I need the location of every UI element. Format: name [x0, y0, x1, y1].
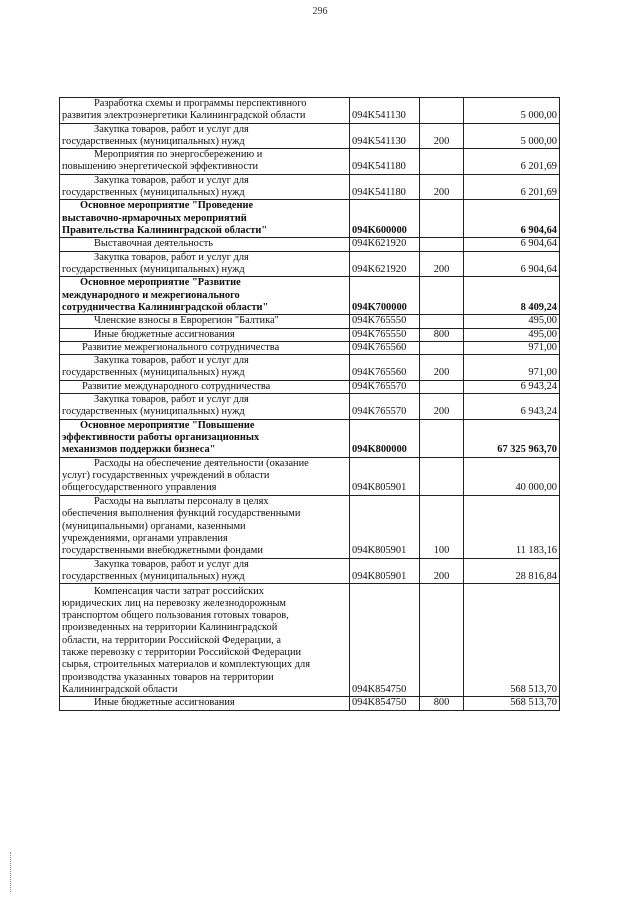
- table-row: [60, 355, 560, 381]
- row-amount-cell: 40 000,00: [464, 457, 560, 495]
- row-expense-type-cell: [420, 380, 464, 393]
- row-expense-type-cell: [420, 341, 464, 354]
- row-amount-cell: 6 904,64: [464, 238, 560, 251]
- row-code-cell: 094K765560: [350, 341, 420, 354]
- row-amount-cell: 8 409,24: [464, 277, 560, 315]
- row-amount-cell: 568 513,70: [464, 584, 560, 697]
- row-name-cell: Членские взносы в Еврорегион "Балтика": [60, 315, 350, 328]
- table-row: [60, 174, 560, 200]
- row-amount-cell: 6 201,69: [464, 149, 560, 175]
- row-amount-cell: 28 816,84: [464, 558, 560, 584]
- row-name-cell: Закупка товаров, работ и услуг для государственных (муниципальных) нужд: [60, 355, 350, 381]
- row-code-cell: 094K765560: [350, 355, 420, 381]
- table-row: [60, 123, 560, 149]
- row-name-cell: Закупка товаров, работ и услуг для государственных (муниципальных) нужд: [60, 394, 350, 420]
- row-name-cell: Выставочная деятельность: [60, 238, 350, 251]
- row-name-cell: Компенсация части затрат российских юридических лиц на перевозку железнодорожным транспортом общего пользования готовых товаров, произведенных на территории Калининградской области, на территории Российской Федерации, а также перевозку с территории Российской Федерации сырья, строительных материалов и комплектующих для производства указанных товаров на территории Калининградской области: [60, 584, 350, 697]
- row-expense-type-cell: 800: [420, 328, 464, 341]
- row-name-cell: Расходы на обеспечение деятельности (оказание услуг) государственных учреждений в области общегосударственного управления: [60, 457, 350, 495]
- row-expense-type-cell: 200: [420, 558, 464, 584]
- table-row: [60, 200, 560, 238]
- row-code-cell: 094K541130: [350, 98, 420, 124]
- row-code-cell: 094K600000: [350, 200, 420, 238]
- row-name-cell: Расходы на выплаты персоналу в целях обеспечения выполнения функций государственными (муниципальными) органами, казенными учреждениями, органами управления государственными внебюджетными фондами: [60, 495, 350, 558]
- row-expense-type-cell: [420, 238, 464, 251]
- row-code-cell: 094K854750: [350, 584, 420, 697]
- row-expense-type-cell: [420, 457, 464, 495]
- row-expense-type-cell: 200: [420, 394, 464, 420]
- row-amount-cell: 6 201,69: [464, 174, 560, 200]
- table-row: [60, 341, 560, 354]
- table-row: [60, 328, 560, 341]
- row-code-cell: 094K765570: [350, 394, 420, 420]
- row-name-cell: Закупка товаров, работ и услуг для государственных (муниципальных) нужд: [60, 123, 350, 149]
- row-expense-type-cell: [420, 419, 464, 457]
- row-name-cell: Основное мероприятие "Повышение эффективности работы организационных механизмов поддержки бизнеса": [60, 419, 350, 457]
- row-amount-cell: 971,00: [464, 341, 560, 354]
- table-row: [60, 315, 560, 328]
- row-expense-type-cell: [420, 200, 464, 238]
- row-expense-type-cell: [420, 98, 464, 124]
- row-expense-type-cell: [420, 149, 464, 175]
- row-code-cell: 094K765550: [350, 328, 420, 341]
- row-name-cell: Иные бюджетные ассигнования: [60, 697, 350, 710]
- row-name-cell: Закупка товаров, работ и услуг для государственных (муниципальных) нужд: [60, 174, 350, 200]
- row-amount-cell: 6 904,64: [464, 251, 560, 277]
- row-expense-type-cell: 800: [420, 697, 464, 710]
- row-amount-cell: 495,00: [464, 328, 560, 341]
- scan-margin-marks: [10, 852, 13, 892]
- row-expense-type-cell: 100: [420, 495, 464, 558]
- row-expense-type-cell: [420, 315, 464, 328]
- row-name-cell: Основное мероприятие "Развитие международного и межрегионального сотрудничества Калининградской области": [60, 277, 350, 315]
- page-number: 296: [312, 6, 328, 17]
- row-code-cell: 094K765570: [350, 380, 420, 393]
- row-amount-cell: 568 513,70: [464, 697, 560, 710]
- table-row: [60, 380, 560, 393]
- table-row: [60, 584, 560, 697]
- table-row: [60, 457, 560, 495]
- table-row: [60, 697, 560, 710]
- row-name-cell: Развитие международного сотрудничества: [60, 380, 350, 393]
- row-expense-type-cell: 200: [420, 355, 464, 381]
- row-expense-type-cell: [420, 277, 464, 315]
- row-code-cell: 094K541180: [350, 149, 420, 175]
- row-code-cell: 094K621920: [350, 251, 420, 277]
- row-code-cell: 094K805901: [350, 457, 420, 495]
- row-code-cell: 094K541130: [350, 123, 420, 149]
- row-amount-cell: 11 183,16: [464, 495, 560, 558]
- row-amount-cell: 67 325 963,70: [464, 419, 560, 457]
- table-row: [60, 419, 560, 457]
- table-row: [60, 558, 560, 584]
- row-code-cell: 094K800000: [350, 419, 420, 457]
- row-name-cell: Разработка схемы и программы перспективного развития электроэнергетики Калининградской области: [60, 98, 350, 124]
- row-code-cell: 094K700000: [350, 277, 420, 315]
- row-name-cell: Основное мероприятие "Проведение выставочно-ярмарочных мероприятий Правительства Калининградской области": [60, 200, 350, 238]
- table-row: [60, 238, 560, 251]
- budget-table: [59, 97, 560, 711]
- row-amount-cell: 971,00: [464, 355, 560, 381]
- table-row: [60, 495, 560, 558]
- row-expense-type-cell: 200: [420, 251, 464, 277]
- row-name-cell: Развитие межрегионального сотрудничества: [60, 341, 350, 354]
- row-amount-cell: 6 943,24: [464, 394, 560, 420]
- row-name-cell: Закупка товаров, работ и услуг для государственных (муниципальных) нужд: [60, 558, 350, 584]
- table-row: [60, 277, 560, 315]
- row-code-cell: 094K765550: [350, 315, 420, 328]
- table-row: [60, 149, 560, 175]
- row-name-cell: Закупка товаров, работ и услуг для государственных (муниципальных) нужд: [60, 251, 350, 277]
- table-row: [60, 394, 560, 420]
- table-row: [60, 98, 560, 124]
- row-amount-cell: 6 904,64: [464, 200, 560, 238]
- row-name-cell: Мероприятия по энергосбережению и повышению энергетической эффективности: [60, 149, 350, 175]
- row-amount-cell: 495,00: [464, 315, 560, 328]
- table-row: [60, 251, 560, 277]
- row-code-cell: 094K805901: [350, 495, 420, 558]
- row-code-cell: 094K805901: [350, 558, 420, 584]
- row-name-cell: Иные бюджетные ассигнования: [60, 328, 350, 341]
- row-expense-type-cell: [420, 584, 464, 697]
- row-expense-type-cell: 200: [420, 123, 464, 149]
- row-expense-type-cell: 200: [420, 174, 464, 200]
- row-amount-cell: 6 943,24: [464, 380, 560, 393]
- row-code-cell: 094K621920: [350, 238, 420, 251]
- row-amount-cell: 5 000,00: [464, 123, 560, 149]
- row-code-cell: 094K541180: [350, 174, 420, 200]
- row-amount-cell: 5 000,00: [464, 98, 560, 124]
- row-code-cell: 094K854750: [350, 697, 420, 710]
